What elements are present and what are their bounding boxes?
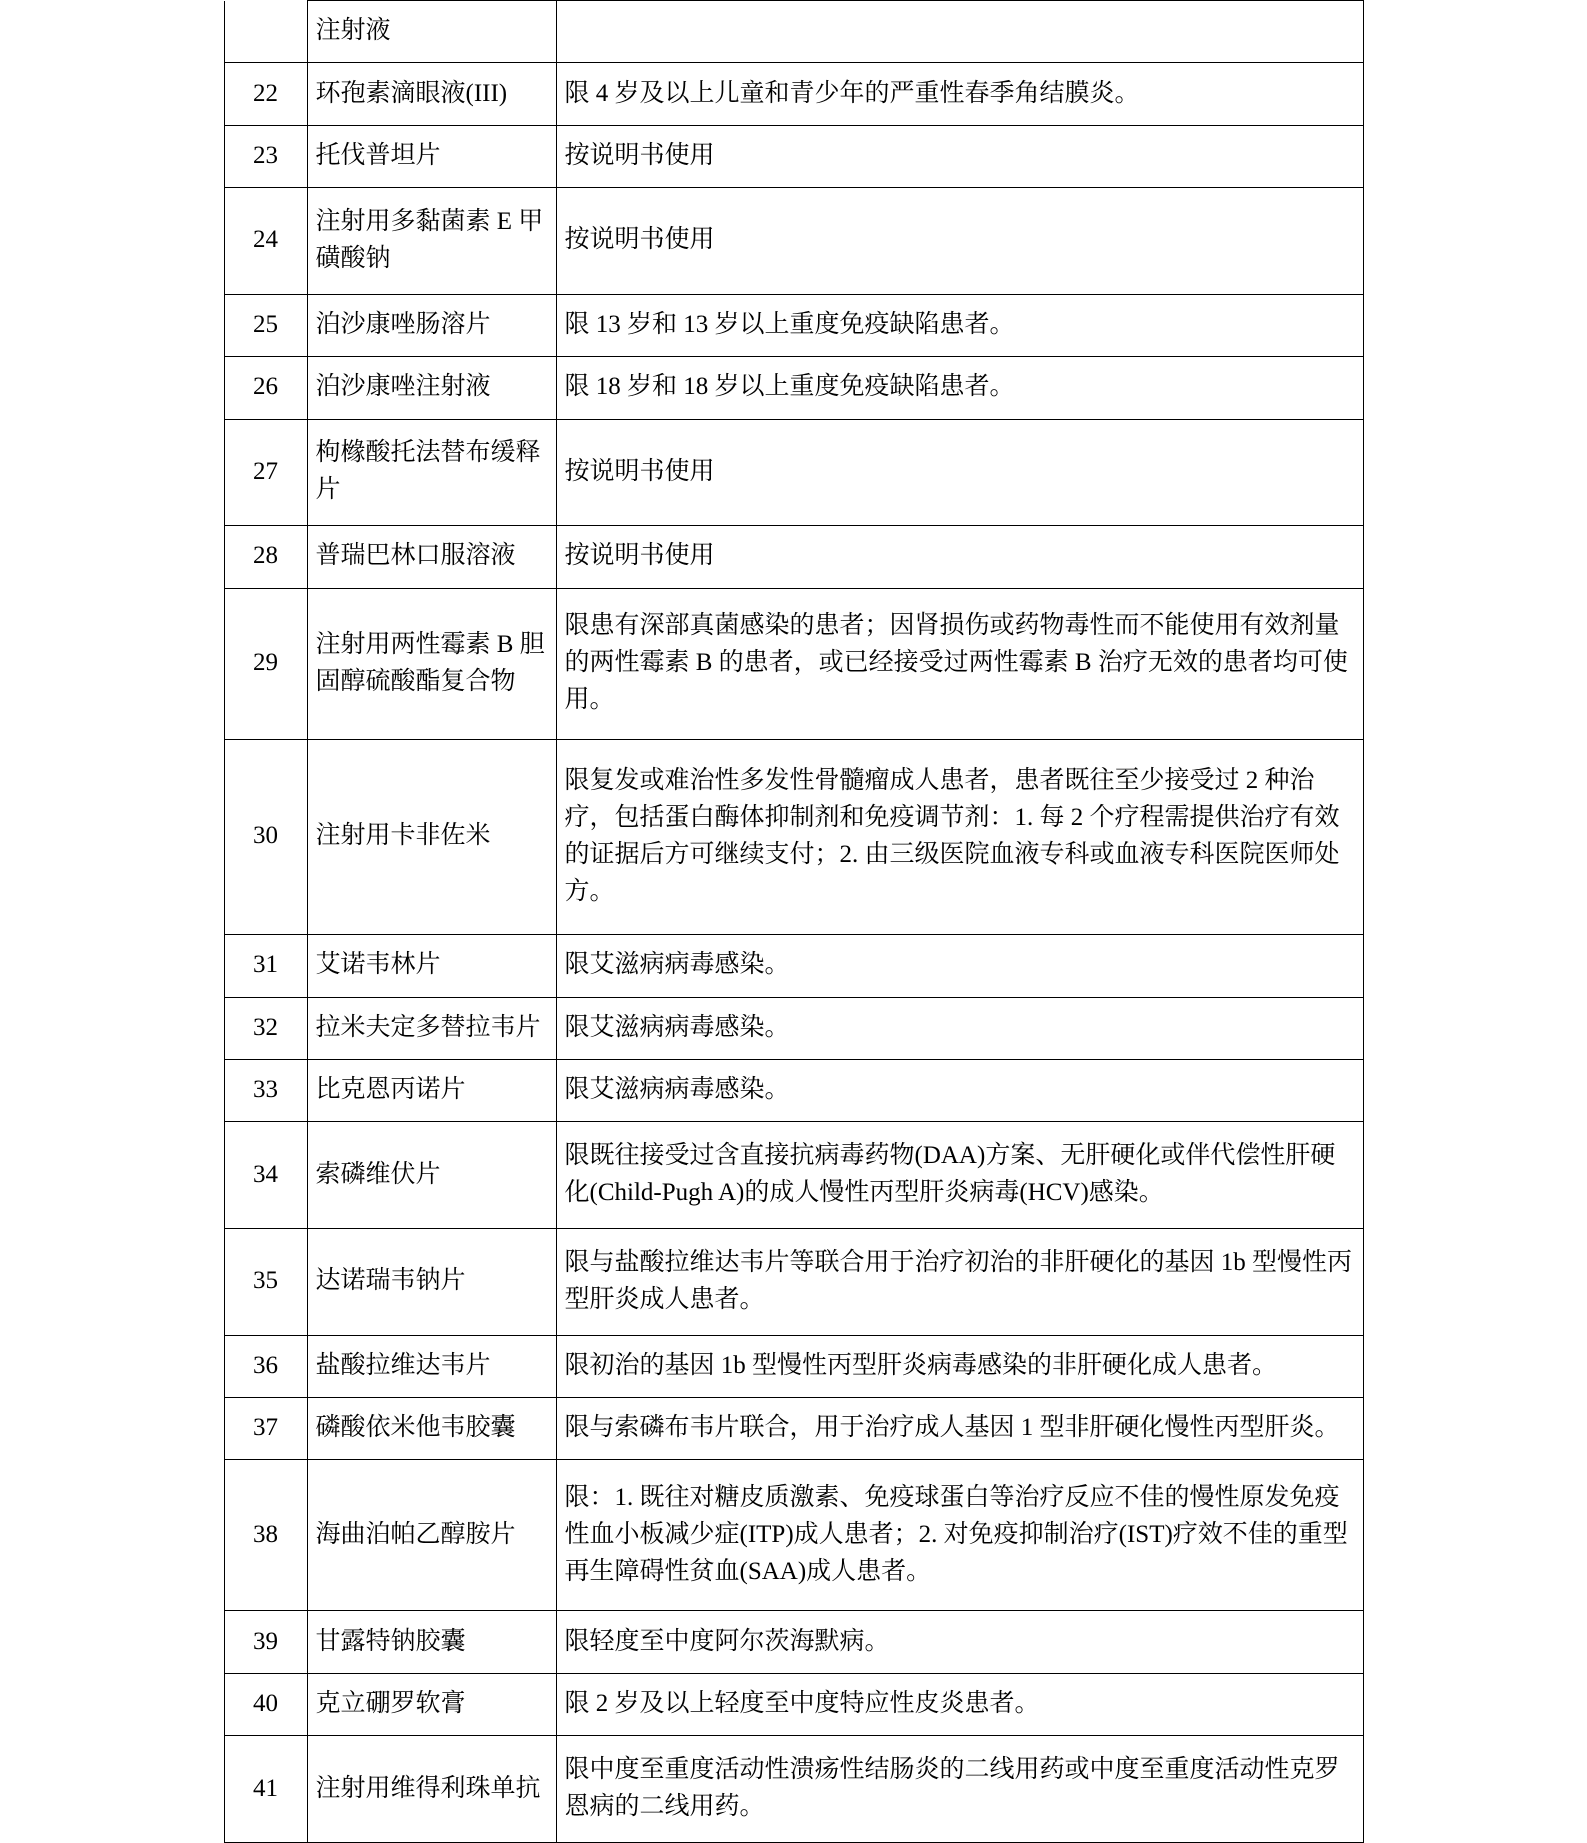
table-row [224, 1736, 1363, 1843]
payment-scope: 限艾滋病病毒感染。 [556, 1059, 1363, 1121]
drug-name: 盐酸拉维达韦片 [307, 1335, 556, 1397]
payment-scope: 限艾滋病病毒感染。 [556, 935, 1363, 997]
row-index: 24 [224, 188, 307, 295]
drug-reimbursement-table [224, 0, 1364, 1843]
row-index: 26 [224, 357, 307, 419]
drug-name: 注射用维得利珠单抗 [307, 1736, 556, 1843]
table-row [224, 1460, 1363, 1611]
row-index: 37 [224, 1398, 307, 1460]
drug-name: 拉米夫定多替拉韦片 [307, 997, 556, 1059]
drug-name: 注射用多黏菌素 E 甲磺酸钠 [307, 188, 556, 295]
drug-name: 艾诺韦林片 [307, 935, 556, 997]
drug-name: 普瑞巴林口服溶液 [307, 526, 556, 588]
table-row [224, 188, 1363, 295]
table-row [224, 526, 1363, 588]
table-row [224, 1398, 1363, 1460]
row-index [224, 1, 307, 63]
drug-name: 注射液 [307, 1, 556, 63]
drug-name: 索磷维伏片 [307, 1122, 556, 1229]
payment-scope: 限：1. 既往对糖皮质激素、免疫球蛋白等治疗反应不佳的慢性原发免疫性血小板减少症(ITP)成人患者；2. 对免疫抑制治疗(IST)疗效不佳的重型再生障碍性贫血(SAA)成人患者。 [556, 1460, 1363, 1611]
payment-scope: 限中度至重度活动性溃疡性结肠炎的二线用药或中度至重度活动性克罗恩病的二线用药。 [556, 1736, 1363, 1843]
drug-name: 克立硼罗软膏 [307, 1673, 556, 1735]
row-index: 33 [224, 1059, 307, 1121]
row-index: 39 [224, 1611, 307, 1673]
row-index: 25 [224, 294, 307, 356]
row-index: 31 [224, 935, 307, 997]
payment-scope: 限初治的基因 1b 型慢性丙型肝炎病毒感染的非肝硬化成人患者。 [556, 1335, 1363, 1397]
row-index: 34 [224, 1122, 307, 1229]
table-row [224, 739, 1363, 934]
payment-scope: 限 18 岁和 18 岁以上重度免疫缺陷患者。 [556, 357, 1363, 419]
row-index: 22 [224, 63, 307, 125]
payment-scope: 限既往接受过含直接抗病毒药物(DAA)方案、无肝硬化或伴代偿性肝硬化(Child-Pugh A)的成人慢性丙型肝炎病毒(HCV)感染。 [556, 1122, 1363, 1229]
table-row [224, 1611, 1363, 1673]
drug-name: 达诺瑞韦钠片 [307, 1228, 556, 1335]
drug-name: 甘露特钠胶囊 [307, 1611, 556, 1673]
payment-scope: 限 13 岁和 13 岁以上重度免疫缺陷患者。 [556, 294, 1363, 356]
drug-name: 磷酸依米他韦胶囊 [307, 1398, 556, 1460]
row-index: 30 [224, 739, 307, 934]
row-index: 40 [224, 1673, 307, 1735]
table-row [224, 419, 1363, 526]
table-row [224, 1, 1363, 63]
table-row [224, 1122, 1363, 1229]
payment-scope: 限与索磷布韦片联合，用于治疗成人基因 1 型非肝硬化慢性丙型肝炎。 [556, 1398, 1363, 1460]
table-body [224, 1, 1363, 1843]
payment-scope: 限与盐酸拉维达韦片等联合用于治疗初治的非肝硬化的基因 1b 型慢性丙型肝炎成人患者。 [556, 1228, 1363, 1335]
row-index: 27 [224, 419, 307, 526]
row-index: 29 [224, 588, 307, 739]
drug-name: 环孢素滴眼液(III) [307, 63, 556, 125]
payment-scope: 限 2 岁及以上轻度至中度特应性皮炎患者。 [556, 1673, 1363, 1735]
table-row [224, 588, 1363, 739]
drug-name: 泊沙康唑注射液 [307, 357, 556, 419]
table-row [224, 935, 1363, 997]
row-index: 23 [224, 125, 307, 187]
drug-name: 泊沙康唑肠溶片 [307, 294, 556, 356]
drug-name: 注射用两性霉素 B 胆固醇硫酸酯复合物 [307, 588, 556, 739]
row-index: 38 [224, 1460, 307, 1611]
table-row [224, 294, 1363, 356]
row-index: 41 [224, 1736, 307, 1843]
payment-scope: 限 4 岁及以上儿童和青少年的严重性春季角结膜炎。 [556, 63, 1363, 125]
payment-scope: 按说明书使用 [556, 188, 1363, 295]
row-index: 28 [224, 526, 307, 588]
table-row [224, 997, 1363, 1059]
table-row [224, 357, 1363, 419]
table-row [224, 63, 1363, 125]
drug-name: 枸橼酸托法替布缓释片 [307, 419, 556, 526]
drug-name: 海曲泊帕乙醇胺片 [307, 1460, 556, 1611]
row-index: 32 [224, 997, 307, 1059]
drug-name: 托伐普坦片 [307, 125, 556, 187]
row-index: 35 [224, 1228, 307, 1335]
payment-scope: 按说明书使用 [556, 125, 1363, 187]
drug-name: 注射用卡非佐米 [307, 739, 556, 934]
table-row [224, 1335, 1363, 1397]
payment-scope: 按说明书使用 [556, 419, 1363, 526]
payment-scope [556, 1, 1363, 63]
drug-name: 比克恩丙诺片 [307, 1059, 556, 1121]
payment-scope: 限轻度至中度阿尔茨海默病。 [556, 1611, 1363, 1673]
payment-scope: 限艾滋病病毒感染。 [556, 997, 1363, 1059]
table-row [224, 1059, 1363, 1121]
payment-scope: 限患有深部真菌感染的患者；因肾损伤或药物毒性而不能使用有效剂量的两性霉素 B 的患者，或已经接受过两性霉素 B 治疗无效的患者均可使用。 [556, 588, 1363, 739]
table-row [224, 1228, 1363, 1335]
table-row [224, 125, 1363, 187]
payment-scope: 按说明书使用 [556, 526, 1363, 588]
table-row [224, 1673, 1363, 1735]
payment-scope: 限复发或难治性多发性骨髓瘤成人患者，患者既往至少接受过 2 种治疗，包括蛋白酶体抑制剂和免疫调节剂：1. 每 2 个疗程需提供治疗有效的证据后方可继续支付；2. 由三级医院血液专科或血液专科医院医师处方。 [556, 739, 1363, 934]
row-index: 36 [224, 1335, 307, 1397]
